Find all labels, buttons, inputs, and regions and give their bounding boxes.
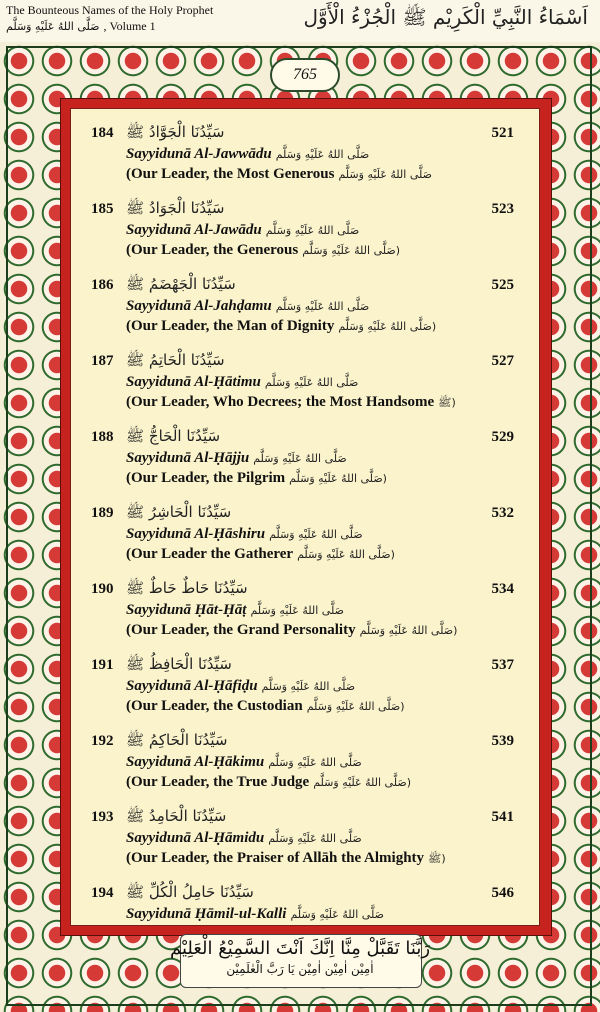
- entry-meaning: (Our Leader, the Man of Dignity صَلَّى اللهُ عَلَيْهِ وَسَلَّم): [126, 318, 437, 334]
- footer-arabic-line-1: رَبَّنَا تَقَبَّلْ مِنَّا اِنَّكَ اَنْتَ السَّمِيْعُ الْعَلِيْم: [169, 938, 431, 959]
- book-title: The Bounteous Names of the Holy Prophet: [6, 3, 214, 17]
- entry-arabic-name: سَيِّدُنَا الْحَاكِمُ ﷺ: [126, 731, 228, 749]
- arabic-book-title: اَسْمَاءُ النَّبِيِّ الْكَرِيْم ﷺ الْجُزْءُ الْأَوَّل: [303, 5, 588, 29]
- entry-page-number: 546: [491, 885, 514, 901]
- entry-transliteration: Sayyidunā Al-Ḥākimu صَلَّى اللهُ عَلَيْهِ وَسَلَّم: [126, 754, 362, 770]
- entry-page-number: 525: [491, 277, 514, 293]
- entry-number: 192: [91, 733, 114, 749]
- header-bar: [0, 0, 600, 42]
- entry-arabic-name: سَيِّدُنَا الْحَامِدُ ﷺ: [126, 807, 227, 825]
- content-panel: [70, 108, 540, 926]
- entry-page-number: 541: [491, 809, 514, 825]
- entry-number: 191: [91, 657, 114, 673]
- entry-arabic-name: سَيِّدُنَا الْجَوَادُ ﷺ: [126, 199, 225, 217]
- volume-label: , Volume 1: [103, 19, 156, 33]
- entry-transliteration: Sayyidunā Al-Ḥāshiru صَلَّى اللهُ عَلَيْهِ وَسَلَّم: [126, 526, 363, 542]
- entry-meaning: (Our Leader, the Praiser of Allāh the Almighty ﷺ): [126, 850, 446, 866]
- entry-transliteration: Sayyidunā Ḥāt-Ḥāṭ صَلَّى اللهُ عَلَيْهِ وَسَلَّم: [126, 602, 344, 618]
- entry-arabic-name: سَيِّدُنَا الْجَهْضَمُ ﷺ: [126, 275, 236, 293]
- entry-transliteration: Sayyidunā Al-Ḥājju صَلَّى اللهُ عَلَيْهِ وَسَلَّم: [126, 450, 347, 466]
- entry-transliteration: Sayyidunā Al-Jawwādu صَلَّى اللهُ عَلَيْهِ وَسَلَّم: [126, 146, 370, 162]
- entry-arabic-name: سَيِّدُنَا حَامِلُ الْكُلِّ ﷺ: [126, 883, 254, 901]
- entry-number: 194: [91, 885, 114, 901]
- page-number-badge: [270, 58, 340, 92]
- entry-meaning: (Our Leader, the Generous صَلَّى اللهُ عَلَيْهِ وَسَلَّم): [126, 242, 401, 258]
- entry-meaning: (Our Leader, the Custodian صَلَّى اللهُ عَلَيْهِ وَسَلَّم): [126, 698, 405, 714]
- entry-page-number: 527: [491, 353, 514, 369]
- entry-meaning: (Our Leader, Who Decrees; the Most Handsome ﷺ): [126, 394, 456, 410]
- entry-number: 186: [91, 277, 114, 293]
- footer-arabic-line-2: اٰمِيْن اٰمِيْن اٰمِيْن يَا رَبَّ الْعٰلَمِيْن: [226, 962, 374, 976]
- entry-transliteration: Sayyidunā Ḥāmil-ul-Kalli صَلَّى اللهُ عَلَيْهِ وَسَلَّم: [126, 906, 384, 922]
- entry-number: 188: [91, 429, 114, 445]
- entry-transliteration: Sayyidunā Al-Jahḍamu صَلَّى اللهُ عَلَيْهِ وَسَلَّم: [126, 298, 370, 314]
- entry-transliteration: Sayyidunā Al-Ḥāmidu صَلَّى اللهُ عَلَيْهِ وَسَلَّم: [126, 830, 362, 846]
- entry-arabic-name: سَيِّدُنَا الْحَاجُّ ﷺ: [126, 427, 221, 445]
- entry-arabic-name: سَيِّدُنَا حَاطٌ حَاطٌ ﷺ: [126, 579, 248, 597]
- entry-transliteration: Sayyidunā Al-Ḥāfiḍu صَلَّى اللهُ عَلَيْهِ وَسَلَّم: [126, 678, 356, 694]
- entry-page-number: 532: [491, 505, 514, 521]
- volume-arabic: صَلَّى اللهُ عَلَيْهِ وَسَلَّم: [6, 20, 100, 33]
- entry-number: 185: [91, 201, 114, 217]
- entry-arabic-name: سَيِّدُنَا الْحَافِظُ ﷺ: [126, 655, 232, 673]
- entry-meaning: (Our Leader the Gatherer صَلَّى اللهُ عَلَيْهِ وَسَلَّم): [126, 546, 395, 562]
- entry-arabic-name: سَيِّدُنَا الْحَاتِمُ ﷺ: [126, 351, 225, 369]
- entry-arabic-name: سَيِّدُنَا الْجَوَّادُ ﷺ: [126, 123, 225, 141]
- entry-transliteration: Sayyidunā Al-Ḥātimu صَلَّى اللهُ عَلَيْهِ وَسَلَّم: [126, 374, 359, 390]
- entry-number: 193: [91, 809, 114, 825]
- entry-number: 190: [91, 581, 114, 597]
- entry-page-number: 537: [491, 657, 514, 673]
- entry-meaning: (Our Leader, the Grand Personality صَلَّى اللهُ عَلَيْهِ وَسَلَّم): [126, 622, 458, 638]
- entry-arabic-name: سَيِّدُنَا الْحَاشِرُ ﷺ: [126, 503, 232, 521]
- entry-number: 187: [91, 353, 114, 369]
- entry-page-number: 521: [491, 125, 514, 141]
- entry-meaning: (Our Leader, the Pilgrim صَلَّى اللهُ عَلَيْهِ وَسَلَّم): [126, 470, 387, 486]
- page-number: 765: [293, 66, 317, 83]
- entry-page-number: 529: [491, 429, 514, 445]
- entry-number: 189: [91, 505, 114, 521]
- entry-page-number: 534: [491, 581, 514, 597]
- entry-meaning: (Our Leader, the True Judge صَلَّى اللهُ عَلَيْهِ وَسَلَّم): [126, 774, 411, 790]
- entry-number: 184: [91, 125, 114, 141]
- volume-line: [6, 19, 156, 34]
- entry-page-number: 539: [491, 733, 514, 749]
- entry-meaning: (Our Leader, the Most Generous صَلَّى اللهُ عَلَيْهِ وَسَلَّم: [126, 166, 432, 182]
- entry-page-number: 523: [491, 201, 514, 217]
- entry-transliteration: Sayyidunā Al-Jawādu صَلَّى اللهُ عَلَيْهِ وَسَلَّم: [126, 222, 360, 238]
